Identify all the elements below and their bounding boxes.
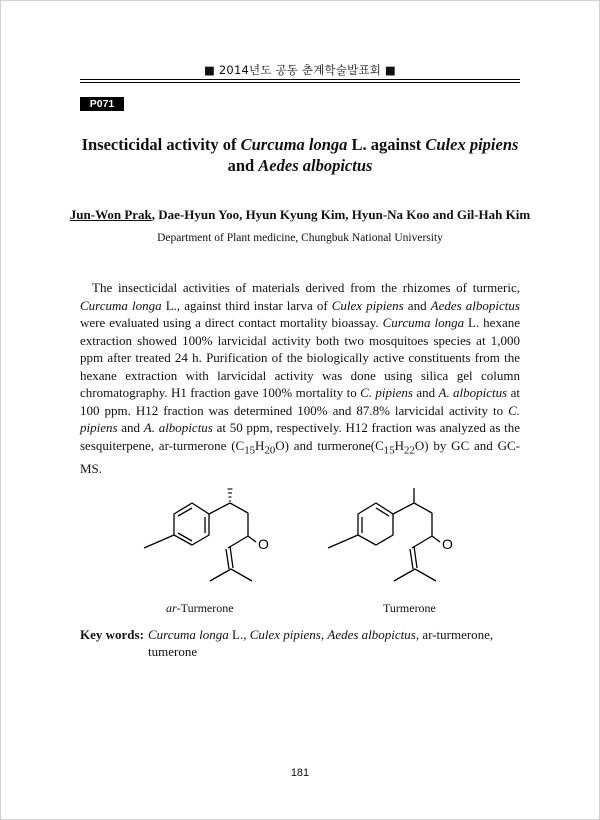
header-rule — [80, 79, 520, 80]
benzene-ring — [174, 503, 209, 545]
turmerone-caption: Turmerone — [383, 601, 436, 615]
carbonyl-oxygen-label: O — [442, 536, 453, 552]
page-number: 181 — [290, 767, 310, 779]
author-list: Jun-Won Prak, Dae-Hyun Yoo, Hyun Kyung Kim, Hyun-Na Koo and Gil-Hah Kim — [69, 207, 531, 222]
affiliation: Department of Plant medicine, Chungbuk National University — [157, 232, 443, 244]
abstract-body: The insecticidal activities of materials derived from the rhizomes of turmeric, Curcuma longa L., against third instar larva of Culex pipiens and Aedes albopictus were evaluated using a direct contact mortality bioassay. Curcuma longa L. hexane extraction showed 100% larvicidal activity both two mosquitoes species at 1,000 ppm after treated 24 h. Purification of the biologically active constituents from the hexane extraction with larvicidal activity was done using silica gel column chromatography. H1 fraction gave 100% mortality to C. pipiens and A. albopictus at 100 ppm. H12 fraction was determined 100% and 87.8% larvicidal activity to C. pipiens and A. albopictus at 50 ppm, respectively. H12 fraction was analyzed as the sesquiterpene, ar-turmerone $(C_{15}H_{20}O)$ and $turmerone(C_{15}H_{22}O)$ by GC and GC-MS. — [80, 280, 521, 476]
carbonyl-oxygen-label: O — [258, 536, 269, 552]
hashed-wedge-bond — [228, 489, 233, 501]
methyl-bond — [328, 535, 358, 548]
turmerone-structure — [322, 488, 472, 592]
header-rule-double — [80, 82, 520, 83]
cyclohexadiene-ring — [358, 503, 393, 545]
keywords: Key words: Curcuma longa L., Culex pipiens, Aedes albopictus, ar-turmerone, tumerone — [80, 627, 494, 659]
ar-turmerone-caption: ar-Turmerone — [166, 601, 234, 615]
ar-turmerone-structure — [138, 488, 288, 592]
keywords-label: Key words: — [80, 627, 144, 642]
poster-id-badge: P071 — [80, 97, 124, 111]
conference-header: ■ 2014년도 공동 춘계학술발표회 ■ — [203, 63, 397, 77]
methyl-bond — [144, 535, 174, 548]
paper-title: Insecticidal activity of Curcuma longa L. against Culex pipiens and Aedes albopictus — [81, 135, 519, 175]
presenting-author: Jun-Won Prak — [69, 207, 152, 222]
